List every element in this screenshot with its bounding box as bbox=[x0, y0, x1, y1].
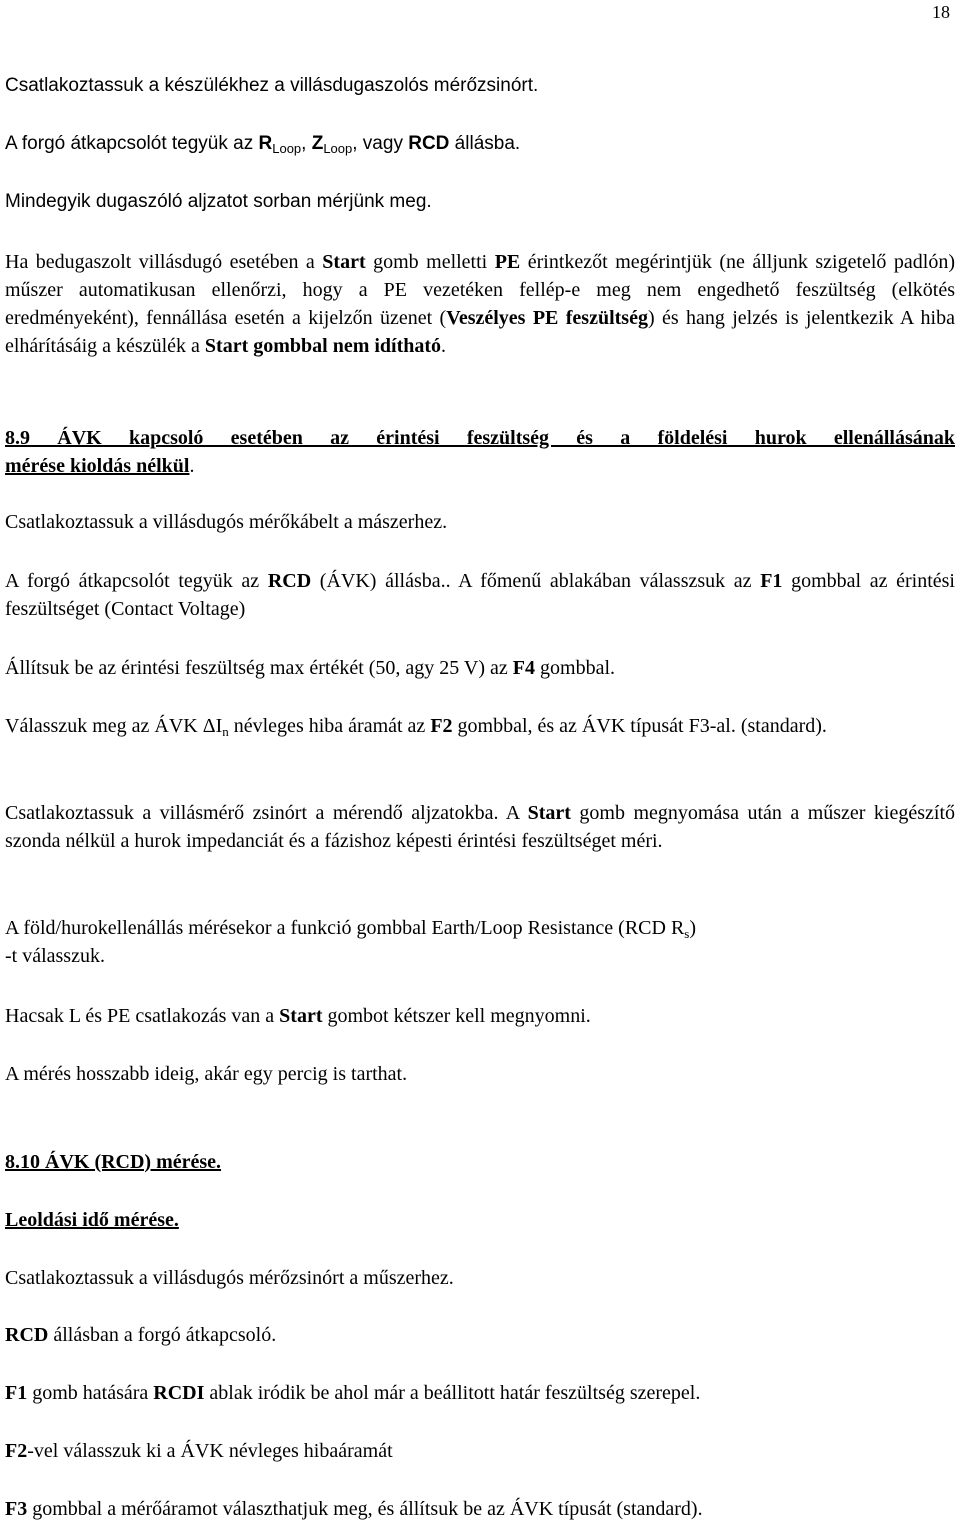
paragraph-switch-position: A forgó átkapcsolót tegyük az $R_{Loop}$, $Z_{Loop}$, vagy RCD állásba. bbox=[5, 133, 521, 156]
paragraph-measurement-duration: A mérés hosszabb ideig, akár egy percig is tarthat. bbox=[5, 1063, 408, 1085]
paragraph-press-start-twice: Hacsak L és PE csatlakozás van a Start gombot kétszer kell megnyomni. bbox=[5, 1005, 591, 1027]
paragraph-connect-cable: Csatlakoztassuk a villásdugós mérőkábelt a mászerhez. bbox=[5, 511, 448, 533]
paragraph-select-fault-current: Válasszuk meg az ÁVK $\Delta I_n$ névleges hiba áramát az F2 gombbal, és az ÁVK típusát F3-al. (standard). bbox=[5, 715, 827, 739]
paragraph-f1-rcdi: F1 gomb hatására RCDI ablak iródik be ahol már a beállitott határ feszültség szerepel. bbox=[5, 1382, 701, 1404]
paragraph-start-measurement: Csatlakoztassuk a villásmérő zsinórt a mérendő aljzatokba. A Start gomb megnyomása után a műszer kiegészítő szonda nélkül a hurok impedanciát és a fázishoz képesti érintési feszültséget méri. bbox=[5, 802, 955, 852]
section-heading-8-9: 8.9 ÁVK kapcsoló esetében az érintési feszültség és a földelési hurok ellenállásának mérése kioldás nélkül. bbox=[5, 424, 955, 480]
paragraph-earth-loop-resistance: A föld/hurokellenállás mérésekor a funkció gombbal Earth/Loop Resistance (RCD $R_s$) -t válasszuk. bbox=[5, 917, 697, 967]
subheading-trip-time: Leoldási idő mérése. bbox=[5, 1209, 179, 1231]
paragraph-f3-select: F3 gombbal a mérőáramot választhatjuk meg, és állítsuk be az ÁVK típusát (standard). bbox=[5, 1498, 703, 1520]
paragraph-pe-check: Ha bedugaszolt villásdugó esetében a Start gomb melletti PE érintkezőt megérintjük (ne álljunk szigetelő padlón) műszer automatikusan ellenőrzi, hogy a PE vezetéken fellép-e meg nem engedhető feszültség (elkötés eredményeként), fennállása esetén a kijelzőn üzenet (Veszélyes PE feszültség) és hang jelzés is jelentkezik A hiba elhárításáig a készülék a Start gombbal nem idítható. bbox=[5, 251, 956, 357]
paragraph-select-contact-voltage: A forgó átkapcsolót tegyük az RCD (ÁVK) állásba.. A főmenű ablakában válasszsuk az F1 gombbal az érintési feszültséget (Contact Voltage) bbox=[5, 570, 955, 620]
section-heading-8-9-line2: mérése kioldás nélkül bbox=[5, 455, 190, 477]
page-number: 18 bbox=[932, 2, 950, 22]
paragraph-connect-probe: Csatlakoztassuk a készülékhez a villásdugaszolós mérőzsinórt. bbox=[5, 75, 539, 96]
section-heading-8-10: 8.10 ÁVK (RCD) mérése. bbox=[5, 1151, 222, 1173]
section-heading-8-9-line1: 8.9 ÁVK kapcsoló esetében az érintési feszültség és a földelési hurok ellenállásának bbox=[5, 427, 955, 449]
paragraph-f2-select: F2-vel válasszuk ki a ÁVK névleges hibaáramát bbox=[5, 1440, 393, 1462]
paragraph-connect-instrument: Csatlakoztassuk a villásdugós mérőzsinórt a műszerhez. bbox=[5, 1267, 454, 1289]
paragraph-set-max-voltage: Állítsuk be az érintési feszültség max értékét (50, agy 25 V) az F4 gombbal. bbox=[5, 657, 616, 679]
paragraph-measure-sockets: Mindegyik dugaszóló aljzatot sorban mérjünk meg. bbox=[5, 191, 432, 212]
paragraph-rcd-position: RCD állásban a forgó átkapcsoló. bbox=[5, 1324, 277, 1346]
